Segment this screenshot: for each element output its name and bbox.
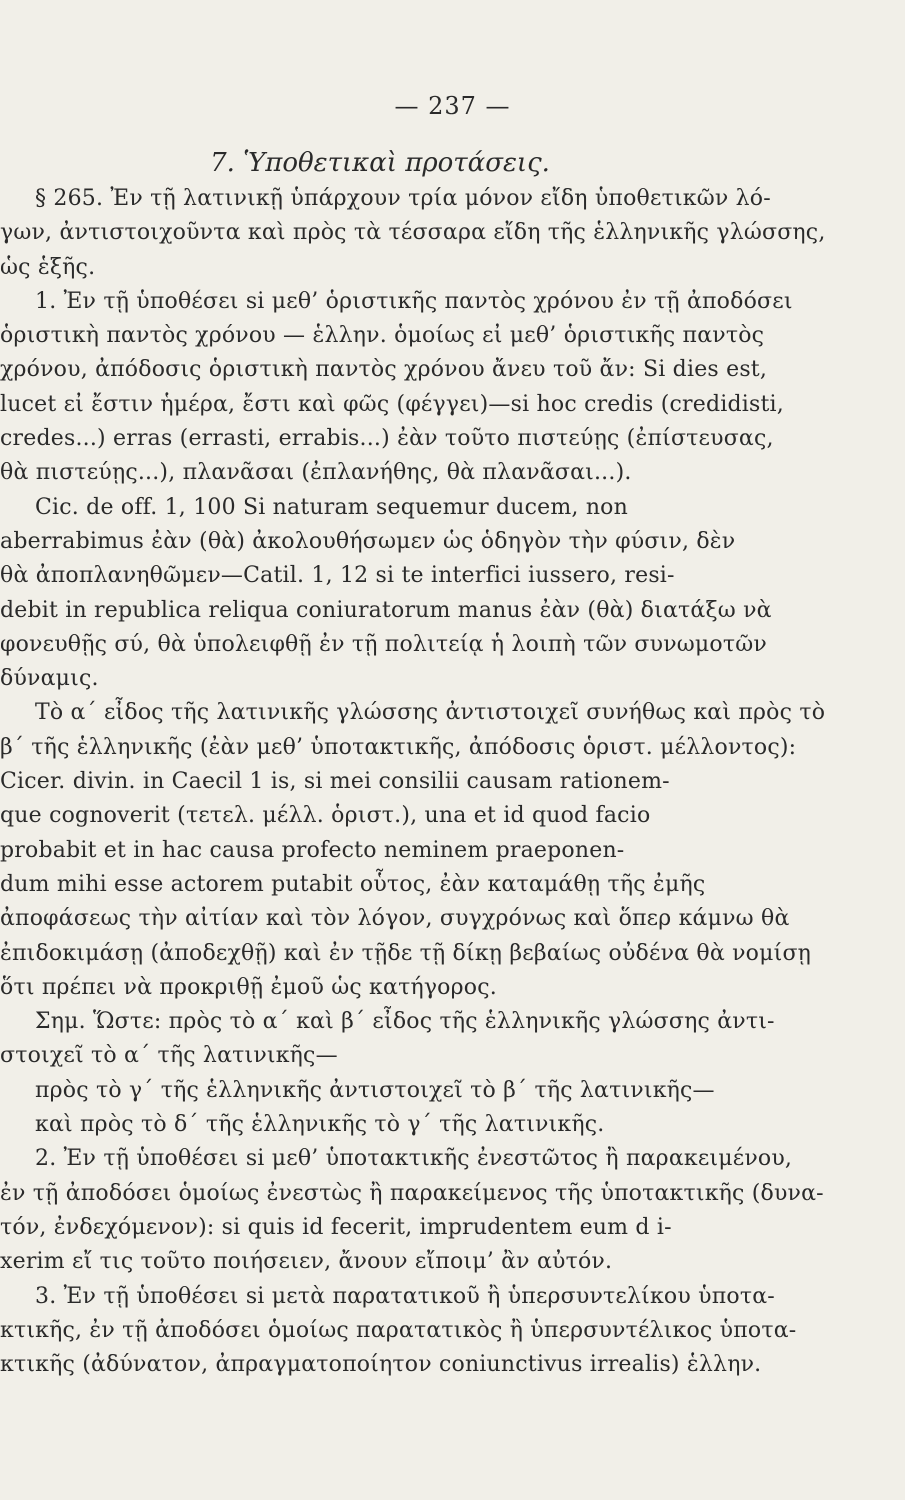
text-line: Cic. de off. 1, 100 Si naturam sequemur ducem, non [35, 494, 628, 520]
text-line: κτικῆς (ἀδύνατον, ἀπραγματοποίητον coniunctivus irrealis) ἑλλην. [0, 1352, 762, 1378]
text-line: πρὸς τὸ γ΄ τῆς ἑλληνικῆς ἀντιστοιχεῖ τὸ β΄ τῆς λατινικῆς— [35, 1077, 715, 1103]
text-line: β΄ τῆς ἑλληνικῆς (ἐὰν μεθ’ ὑποτακτικῆς, ἀπόδοσις ὁριστ. μέλλοντος): [0, 734, 797, 760]
text-line: θὰ πιστεύῃς...), πλανᾶσαι (ἐπλανήθης, θὰ πλανᾶσαι...). [0, 460, 632, 486]
text-line: dum mihi esse actorem putabit οὗτος, ἐὰν καταμάθῃ τῆς ἐμῆς [0, 871, 706, 897]
text-line: xerim εἴ τις τοῦτο ποιήσειεν, ἄνουν εἴποιμ’ ἂν αὐτόν. [0, 1249, 613, 1275]
text-line: credes...) erras (errasti, errabis...) ἐὰν τοῦτο πιστεύῃς (ἐπίστευσας, [0, 426, 774, 452]
text-line: ὅτι πρέπει νὰ προκριθῇ ἐμοῦ ὡς κατήγορος. [0, 974, 497, 1000]
text-line: χρόνου, ἀπόδοσις ὁριστικὴ παντὸς χρόνου ἄνευ τοῦ ἄν: Si dies est, [0, 357, 768, 383]
text-line: γων, ἀντιστοιχοῦντα καὶ πρὸς τὰ τέσσαρα εἴδη τῆς ἑλληνικῆς γλώσσης, [0, 220, 826, 246]
text-line: ὡς ἑξῆς. [0, 254, 96, 280]
text-line: debit in republica reliqua coniuratorum manus ἐὰν (θὰ) διατάξω νὰ [0, 597, 772, 623]
text-line: ἀποφάσεως τὴν αἰτίαν καὶ τὸν λόγον, συγχρόνως καὶ ὅπερ κάμνω θὰ [0, 906, 790, 932]
text-line: Σημ. Ὥστε: πρὸς τὸ α΄ καὶ β΄ εἶδος τῆς ἑλληνικῆς γλώσσης ἀντι- [35, 1009, 775, 1035]
text-line: 3. Ἐν τῇ ὑποθέσει si μετὰ παρατατικοῦ ἢ ὑπερσυντελίκου ὑποτα- [35, 1283, 775, 1309]
text-line: δύναμις. [0, 666, 99, 692]
text-line: ἐν τῇ ἀποδόσει ὁμοίως ἐνεστὼς ἢ παρακείμενος τῆς ὑποτακτικῆς (δυνα- [0, 1180, 824, 1206]
text-line: τόν, ἐνδεχόμενον): si quis id fecerit, imprudentem eum d i- [0, 1214, 672, 1240]
text-line: aberrabimus ἐὰν (θὰ) ἀκολουθήσωμεν ὡς ὁδηγὸν τὴν φύσιν, δὲν [0, 528, 736, 554]
text-line: φονευθῇς σύ, θὰ ὑπολειφθῇ ἐν τῇ πολιτείᾳ ἡ λοιπὴ τῶν συνωμοτῶν [0, 631, 767, 657]
page-number: — 237 — [394, 92, 511, 120]
text-line: 2. Ἐν τῇ ὑποθέσει si μεθ’ ὑποτακτικῆς ἐνεστῶτος ἢ παρακειμένου, [35, 1146, 793, 1172]
text-line: 1. Ἐν τῇ ὑποθέσει si μεθ’ ὁριστικῆς παντὸς χρόνου ἐν τῇ ἀποδόσει [35, 288, 793, 314]
text-line: Τὸ α΄ εἶδος τῆς λατινικῆς γλώσσης ἀντιστοιχεῖ συνήθως καὶ πρὸς τὸ [35, 700, 826, 726]
body-text [0, 182, 905, 1382]
text-line: probabit et in hac causa profecto neminem praeponen- [0, 837, 625, 863]
text-line: κτικῆς, ἐν τῇ ἀποδόσει ὁμοίως παρατατικὸς ἢ ὑπερσυντέλικος ὑποτα- [0, 1317, 797, 1343]
text-line: θὰ ἀποπλανηθῶμεν—Catil. 1, 12 si te interfici iussero, resi- [0, 563, 675, 589]
text-line: ὁριστικὴ παντὸς χρόνου — ἑλλην. ὁμοίως εἰ μεθ’ ὁριστικῆς παντὸς [0, 323, 765, 349]
text-line: lucet εἰ ἔστιν ἡμέρα, ἔστι καὶ φῶς (φέγγει)—si hoc credis (credidisti, [0, 391, 784, 417]
text-line: Cicer. divin. in Caecil 1 is, si mei consilii causam rationem- [0, 769, 670, 795]
text-line: ἐπιδοκιμάσῃ (ἀποδεχθῇ) καὶ ἐν τῇδε τῇ δίκῃ βεβαίως οὐδένα θὰ νομίσῃ [0, 940, 812, 966]
text-line: § 265. Ἐν τῇ λατινικῇ ὑπάρχουν τρία μόνον εἴδη ὑποθετικῶν λό- [35, 186, 771, 211]
text-line: que cognoverit (τετελ. μέλλ. ὁριστ.), una et id quod facio [0, 803, 651, 829]
section-title: 7. Ὑποθετικαὶ προτάσεις. [210, 148, 550, 178]
text-line: στοιχεῖ τὸ α΄ τῆς λατινικῆς— [0, 1043, 338, 1069]
text-line: καὶ πρὸς τὸ δ΄ τῆς ἑλληνικῆς τὸ γ΄ τῆς λατινικῆς. [35, 1112, 605, 1138]
